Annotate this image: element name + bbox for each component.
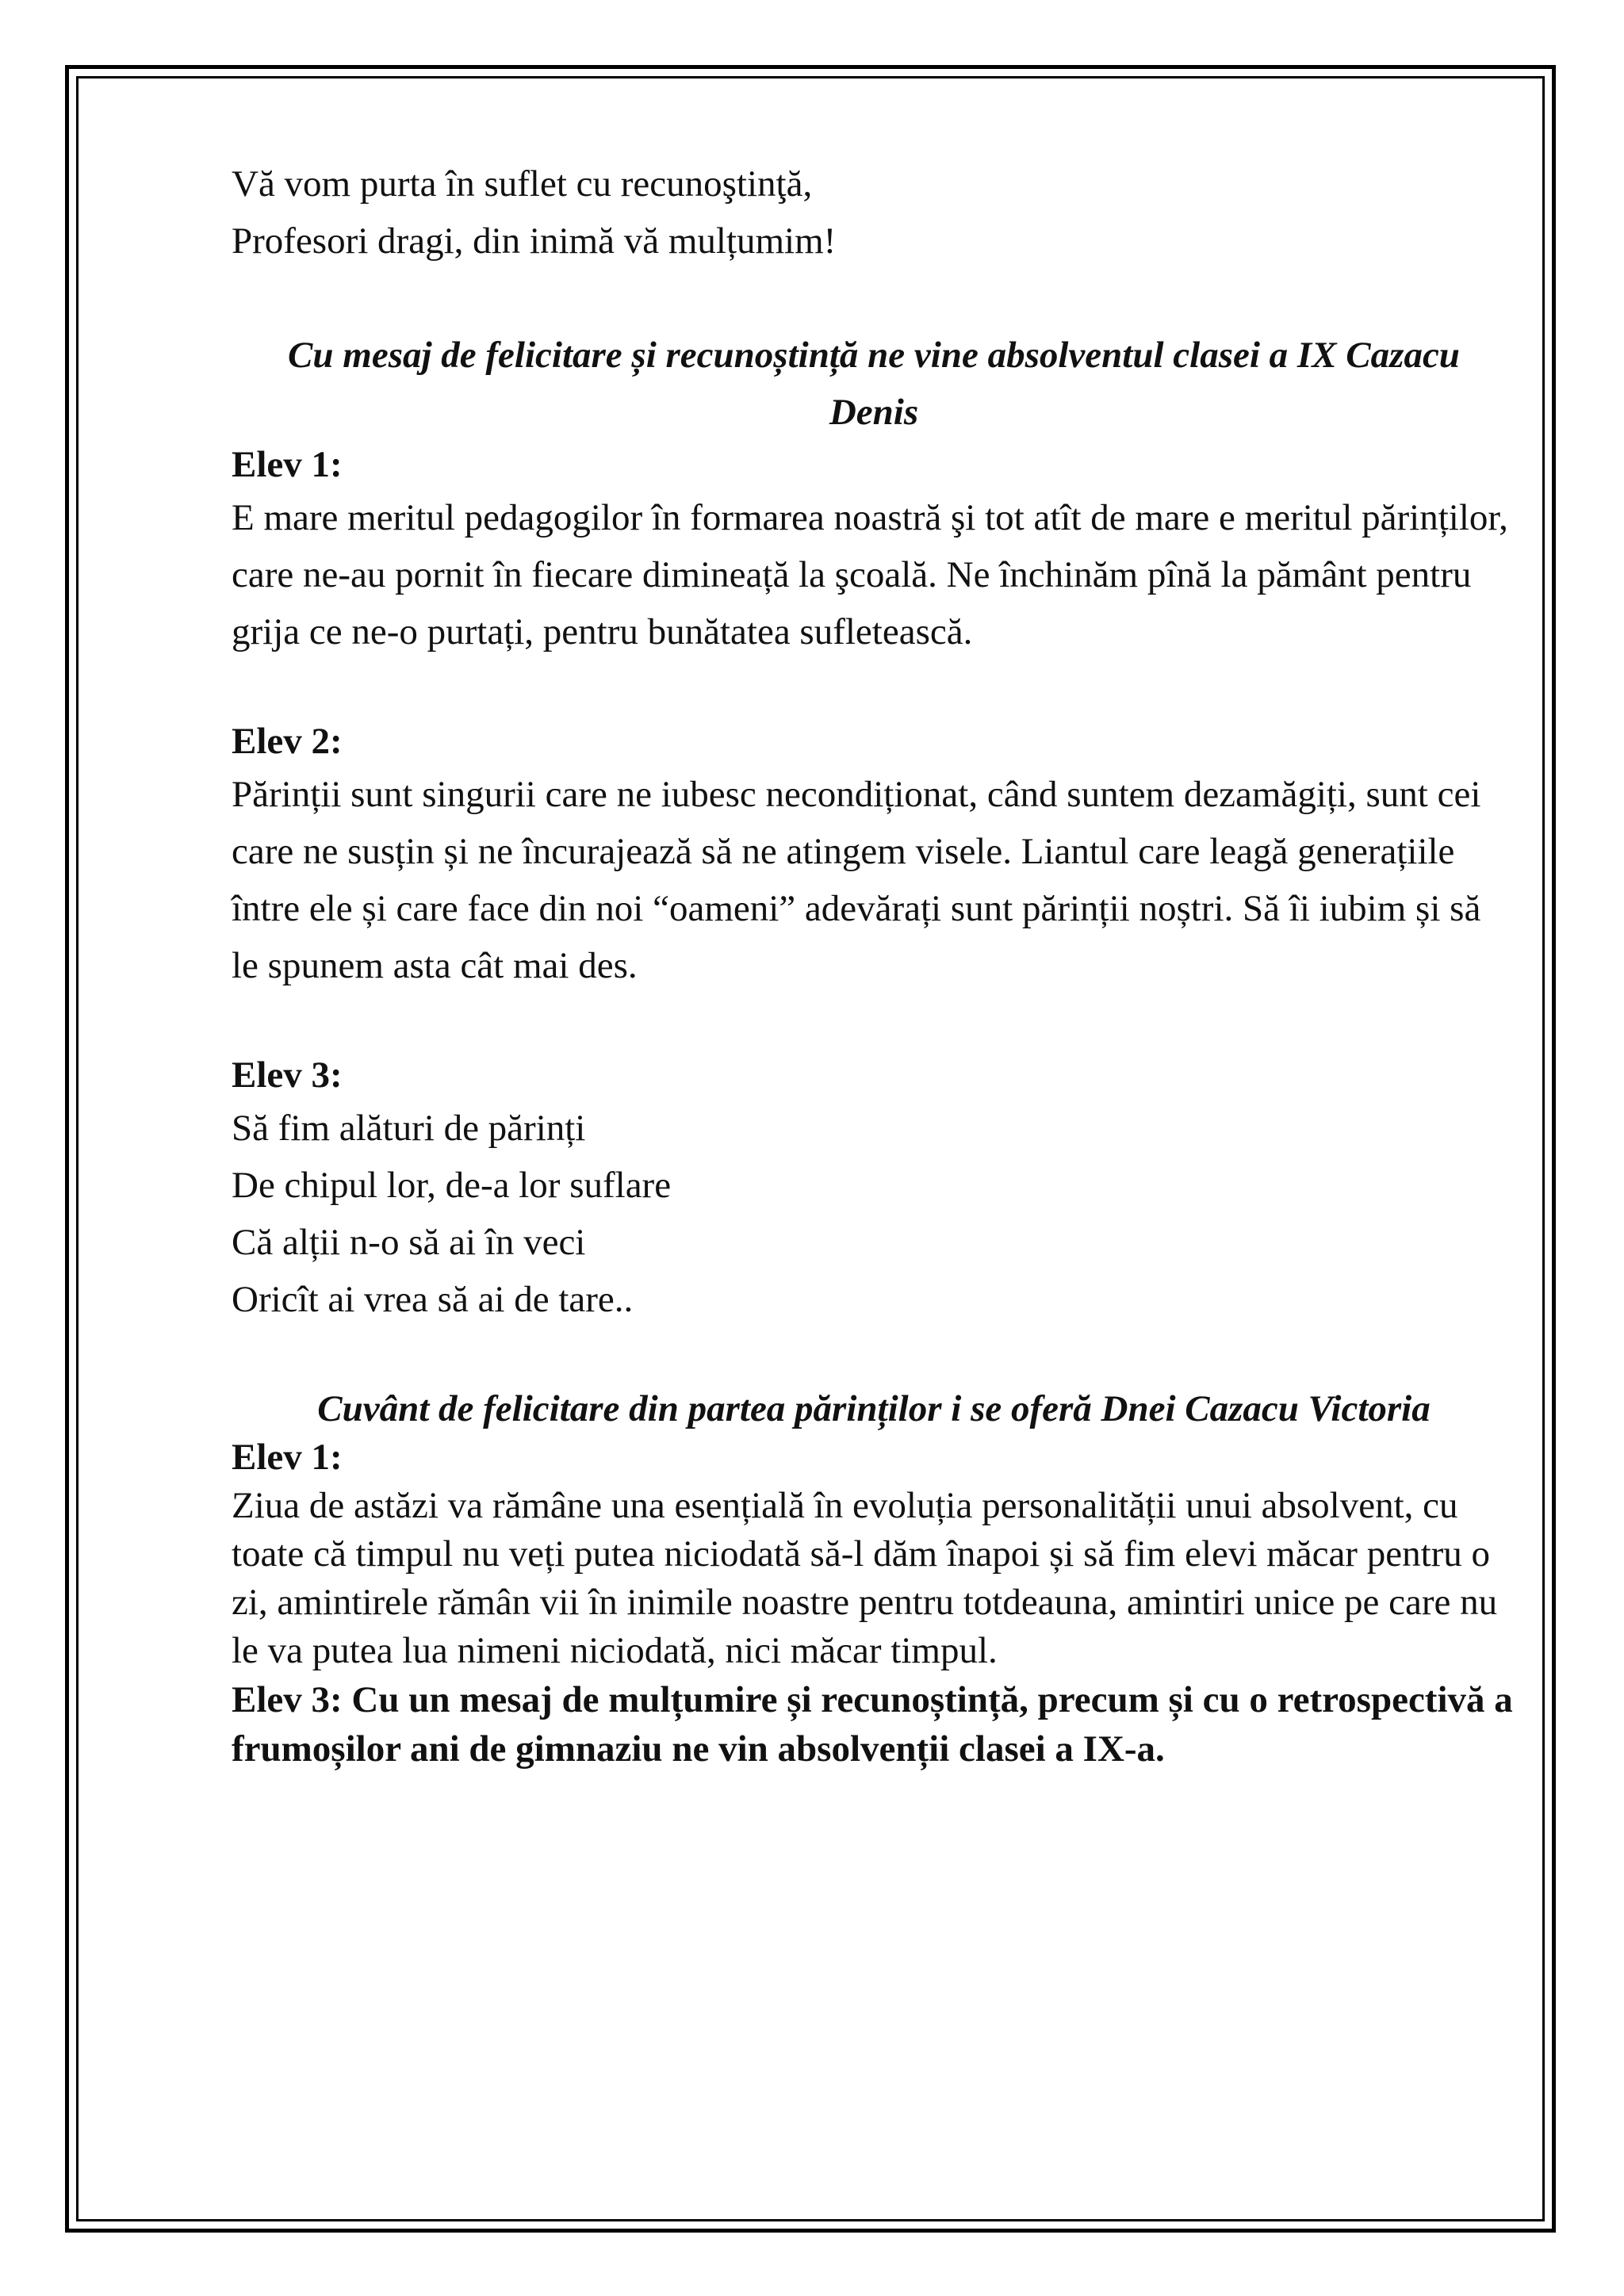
speech-text: Părinții sunt singurii care ne iubesc necondiționat, când suntem dezamăgiți, sunt cei care ne susțin și ne încurajează să ne atingem visele. Liantul care leagă generațiile între ele și care face din noi “oameni” adevărați sunt părinții noștri. Să îi iubim și să le spunem asta cât mai des. <box>232 774 1481 986</box>
poem-line: Că alții n-o să ai în veci <box>232 1222 586 1263</box>
section-elev-2 <box>232 718 1516 994</box>
section-elev-3 <box>232 1051 1516 1328</box>
speaker-label: Elev 2: <box>232 721 343 762</box>
poem-line: Să fim alături de părinți <box>232 1108 586 1149</box>
spacer <box>232 270 1516 327</box>
section-heading-1: Cu mesaj de felicitare și recunoștință ne vine absolventul clasei a IX Cazacu Denis <box>288 335 1460 433</box>
speech-text: E mare meritul pedagogilor în formarea noastră şi tot atît de mare e meritul părinților, care ne-au pornit în fiecare dimineață la şcoală. Ne închinăm pînă la pământ pentru grija ce ne-o purtați, pentru bunătatea sufletească. <box>232 497 1508 652</box>
section-heading-2: Cuvânt de felicitare din partea părinților i se oferă Dnei Cazacu Victoria <box>317 1388 1431 1429</box>
section-elev-1 <box>232 441 1516 660</box>
poem-line: Profesori dragi, din inimă vă mulțumim! <box>232 220 837 262</box>
speaker-label: Elev 1: <box>232 444 343 485</box>
speech-text: Ziua de astăzi va rămâne una esențială în evoluția personalității unui absolvent, cu toate că timpul nu veți putea niciodată să-l dăm înapoi și să fim elevi măcar pentru o zi, amintirele rămân vii în inimile noastre pentru totdeauna, amintiri unice pe care nu le va putea lua nimeni niciodată, nici măcar timpul. <box>232 1485 1498 1671</box>
spacer <box>232 1328 1516 1385</box>
speaker-label: Elev 1: <box>232 1437 343 1478</box>
poem-line: Vă vom purta în suflet cu recunoştinţă, <box>232 163 813 205</box>
closing-announcement: Elev 3: Cu un mesaj de mulțumire și recunoștință, precum și cu o retrospectivă a frumoșilor ani de gimnaziu ne vin absolvenții clasei a IX-a. <box>232 1679 1513 1770</box>
spacer <box>232 994 1516 1051</box>
poem-line: Oricît ai vrea să ai de tare.. <box>232 1279 634 1320</box>
poem-line: De chipul lor, de-a lor suflare <box>232 1165 672 1206</box>
speaker-label: Elev 3: <box>232 1054 343 1096</box>
spacer <box>232 660 1516 718</box>
poem-intro <box>232 155 1516 270</box>
section-elev-1-second <box>232 1433 1516 1675</box>
document-body <box>232 155 1516 1774</box>
